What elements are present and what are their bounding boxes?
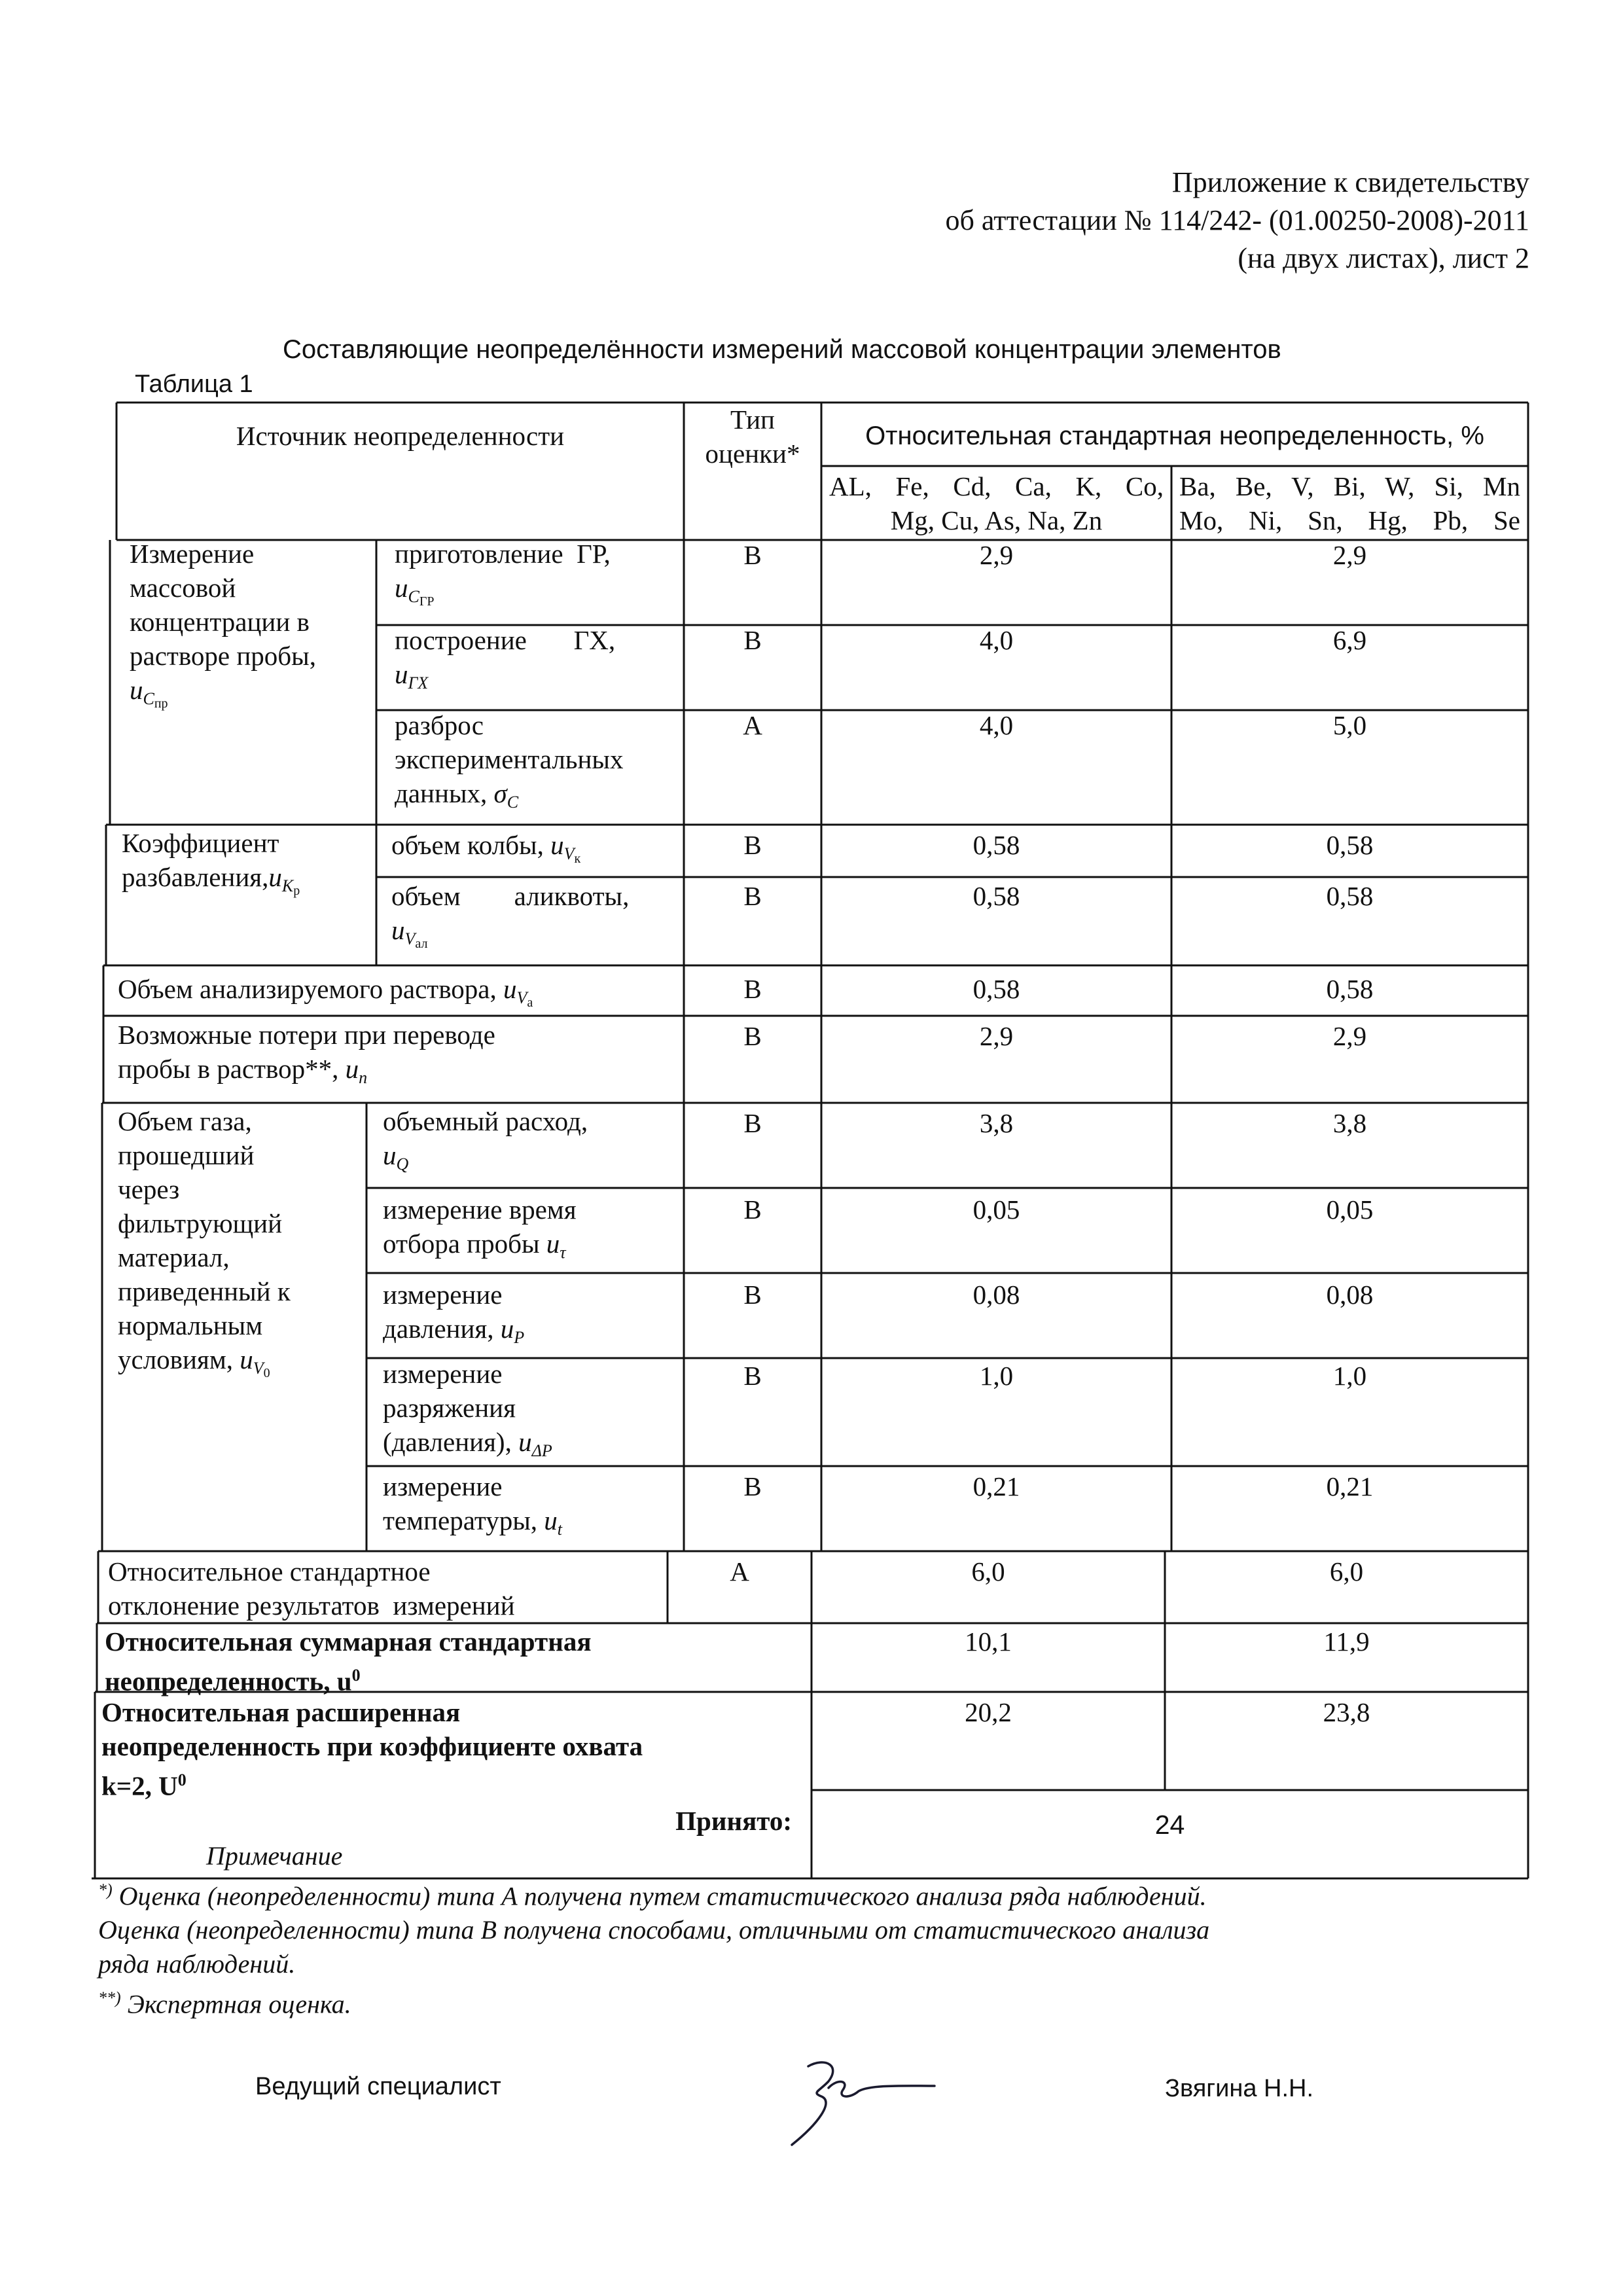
row13-text1: Относительная суммарная стандартная: [105, 1626, 592, 1657]
row1-type: В: [743, 625, 762, 655]
block3-line1: Объем газа,: [118, 1106, 252, 1136]
row10-text1: измерение: [383, 1359, 503, 1389]
row4-symbol: $u_{V_{ал}}$: [391, 915, 428, 951]
block3-line5: материал,: [118, 1242, 230, 1272]
row6-value1: 2,9: [979, 1021, 1014, 1051]
row13-value1: 10,1: [965, 1626, 1012, 1657]
row0-symbol: $u_{C_{ГР}}$: [395, 573, 435, 609]
block1-symbol: $u_{C_{пр}}$: [130, 675, 168, 711]
note-2: Оценка (неопределенности) типа В получена способами, отличными от статистического анализа: [98, 1915, 1210, 1945]
row-scatter-source: [395, 708, 683, 819]
notes-title: Примечание: [206, 1841, 343, 1871]
row-temperature: [383, 1469, 677, 1547]
row12-text1: Относительное стандартное: [108, 1556, 431, 1587]
row-std-deviation: [108, 1554, 664, 1623]
accepted-value: 24: [1154, 1810, 1185, 1840]
row14-text2: неопределенность при коэффициенте охвата: [101, 1731, 643, 1761]
footer-position: Ведущий специалист: [255, 2073, 501, 2100]
block-dilution-factor: [122, 826, 374, 908]
row9-text1: измерение: [383, 1280, 503, 1310]
row7-value2: 3,8: [1332, 1108, 1367, 1138]
row1-symbol: $u_{ГХ}$: [395, 659, 429, 692]
note-3: ряда наблюдений.: [98, 1949, 296, 1979]
row10-text3: (давления), $u_{\Delta P}$: [383, 1427, 552, 1460]
note-4: **) Экспертная оценка.: [98, 1988, 351, 2019]
row13-value2: 11,9: [1323, 1626, 1370, 1657]
row11-text2: температуры, $u_t$: [383, 1505, 562, 1539]
row1-text: построение ГХ,: [395, 625, 616, 655]
row1-value1: 4,0: [979, 625, 1014, 655]
row4-value2: 0,58: [1326, 881, 1374, 911]
row10-value2: 1,0: [1332, 1361, 1367, 1391]
row9-text2: давления, $u_P$: [383, 1314, 525, 1347]
row-flask-volume: объем колбы, $u_{V_к}$: [391, 830, 581, 866]
row12-text2: отклонение результатов измерений: [108, 1590, 515, 1621]
row3-value1: 0,58: [972, 830, 1020, 860]
block1-line4: растворе пробы,: [130, 641, 316, 671]
row8-text2: отбора пробы $u_\tau$: [383, 1229, 566, 1262]
row9-type: В: [743, 1280, 762, 1310]
row14-text3: k=2, $U^0$: [101, 1770, 187, 1801]
row4-text: объем аликвоты,: [391, 881, 630, 911]
row-calibration-source: [395, 623, 676, 700]
row-flow-rate: [383, 1104, 677, 1181]
row11-type: В: [743, 1471, 762, 1501]
block3-line6: приведенный к: [118, 1276, 291, 1306]
block1-line3: концентрации в: [130, 607, 310, 637]
row10-type: В: [743, 1361, 762, 1391]
group1-line2: Mg, Cu, As, Na, Zn: [890, 505, 1103, 535]
block2-line2: $разбавления,u_{K_р}$: [122, 862, 300, 898]
col-header-type-line1: Тип: [730, 404, 775, 435]
block-solution-concentration: [130, 537, 372, 721]
signature: [772, 2052, 955, 2150]
row3-value2: 0,58: [1326, 830, 1374, 860]
col-header-source: Источник неопределенности: [236, 421, 565, 451]
row2-text3: данных, $\sigma_C$: [395, 778, 519, 812]
header-line-2: об аттестации № 114/242- (01.00250-2008)-2011: [945, 204, 1529, 236]
document-header: [744, 164, 1529, 278]
row9-value1: 0,08: [972, 1280, 1020, 1310]
row-combined-uncertainty: [105, 1624, 808, 1698]
row4-value1: 0,58: [972, 881, 1020, 911]
header-line-3: (на двух листах), лист 2: [1238, 242, 1529, 274]
row0-text: приготовление ГР,: [395, 539, 611, 569]
col-header-type: [684, 403, 821, 471]
col-header-relative: Относительная стандартная неопределенность, %: [865, 422, 1484, 450]
table-caption: Составляющие неопределённости измерений массовой концентрации элементов: [283, 335, 1281, 364]
notes: [98, 1839, 1525, 2022]
row2-text1: разброс: [395, 710, 484, 740]
col-header-type-line2: оценки*: [705, 439, 800, 469]
header-line-1: Приложение к свидетельству: [1171, 166, 1529, 198]
row3-type: В: [743, 830, 762, 860]
row4-type: В: [743, 881, 762, 911]
block1-line2: массовой: [130, 573, 236, 603]
group1-line1: AL, Fe, Cd, Ca, K, Co,: [829, 471, 1164, 501]
row0-value2: 2,9: [1332, 540, 1367, 570]
row0-value1: 2,9: [979, 540, 1014, 570]
row7-symbol: $u_Q$: [383, 1140, 409, 1174]
row12-value2: 6,0: [1329, 1556, 1364, 1587]
row2-type: А: [743, 710, 762, 740]
row13-text2: неопределенность, $u^0$: [105, 1666, 361, 1696]
row10-value1: 1,0: [979, 1361, 1014, 1391]
row5-value1: 0,58: [972, 974, 1020, 1004]
row12-type: А: [730, 1556, 749, 1587]
accepted-label: Принято:: [675, 1806, 792, 1836]
row-pressure: [383, 1278, 677, 1355]
row5-value2: 0,58: [1326, 974, 1374, 1004]
row6-text2: пробы в раствор**, $u_п$: [118, 1054, 368, 1087]
block2-line1: Коэффициент: [122, 828, 279, 858]
row12-value1: 6,0: [971, 1556, 1005, 1587]
row14-value1: 20,2: [965, 1697, 1012, 1727]
row8-value1: 0,05: [972, 1194, 1020, 1225]
row-prep-source: [395, 537, 676, 619]
row11-text1: измерение: [383, 1471, 503, 1501]
row-possible-losses: [118, 1018, 681, 1095]
block3-line8: условиям, $u_{V_0}$: [118, 1344, 270, 1380]
footer-name: Звягина Н.Н.: [1165, 2075, 1314, 2102]
row14-text1: Относительная расширенная: [101, 1697, 461, 1727]
row2-value2: 5,0: [1332, 710, 1367, 740]
col-header-group1: [821, 469, 1171, 537]
row8-value2: 0,05: [1326, 1194, 1374, 1225]
row-vacuum: [383, 1357, 677, 1468]
row14-value2: 23,8: [1323, 1697, 1370, 1727]
row11-value1: 0,21: [972, 1471, 1020, 1501]
row8-text1: измерение время: [383, 1194, 577, 1225]
note-1: *) Оценка (неопределенности) типа А получена путем статистического анализа ряда наблюдений.: [98, 1880, 1207, 1911]
block3-line4: фильтрующий: [118, 1208, 283, 1238]
block3-line2: прошедший: [118, 1140, 255, 1170]
row11-value2: 0,21: [1326, 1471, 1374, 1501]
group2-line1: Ba, Be, V, Bi, W, Si, Mn: [1179, 471, 1520, 501]
row-analyzed-volume: Объем анализируемого раствора, $u_{V_а}$: [118, 974, 533, 1010]
table-label: Таблица 1: [135, 370, 253, 398]
row6-value2: 2,9: [1332, 1021, 1367, 1051]
block-gas-volume: [118, 1104, 363, 1390]
row0-type: В: [743, 540, 762, 570]
group2-line2: Mo, Ni, Sn, Hg, Pb, Se: [1179, 505, 1520, 535]
row7-value1: 3,8: [979, 1108, 1014, 1138]
block3-line3: через: [118, 1174, 180, 1204]
row-expanded-uncertainty: [101, 1695, 808, 1803]
row10-text2: разряжения: [383, 1393, 516, 1423]
row6-text1: Возможные потери при переводе: [118, 1020, 495, 1050]
row5-type: В: [743, 974, 762, 1004]
row7-type: В: [743, 1108, 762, 1138]
row8-type: В: [743, 1194, 762, 1225]
row-aliquot-volume: [391, 879, 679, 961]
col-header-group2: [1171, 469, 1528, 537]
row2-text2: экспериментальных: [395, 744, 624, 774]
block1-line1: Измерение: [130, 539, 255, 569]
block3-line7: нормальным: [118, 1310, 263, 1340]
row2-value1: 4,0: [979, 710, 1014, 740]
row9-value2: 0,08: [1326, 1280, 1374, 1310]
row-sampling-time: [383, 1193, 677, 1270]
row1-value2: 6,9: [1332, 625, 1367, 655]
row7-text: объемный расход,: [383, 1106, 588, 1136]
row6-type: В: [743, 1021, 762, 1051]
